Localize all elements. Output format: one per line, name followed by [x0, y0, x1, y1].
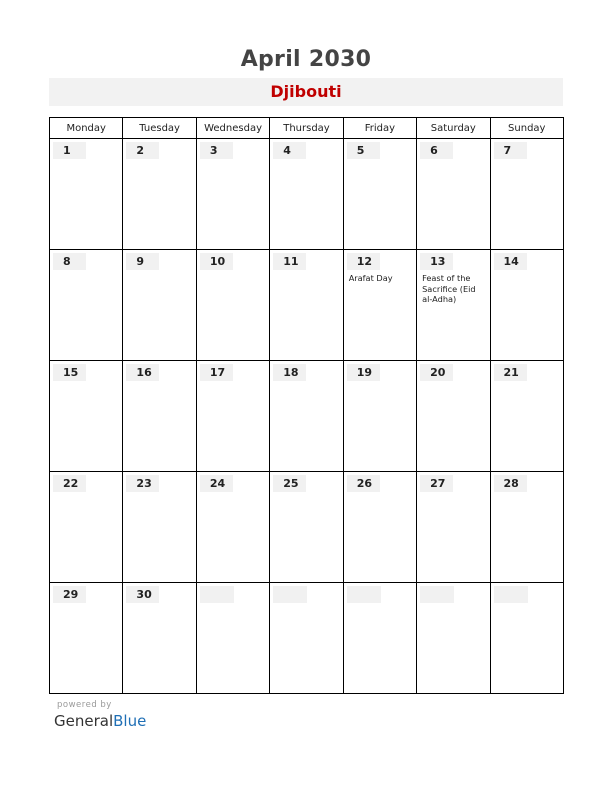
powered-by-text: powered by	[57, 700, 112, 710]
day-cell	[490, 139, 563, 250]
day-number: 4	[273, 142, 306, 159]
footer	[54, 700, 146, 730]
country-banner	[49, 78, 563, 106]
country-name: Djibouti	[270, 82, 342, 101]
day-cell	[343, 250, 416, 361]
day-number	[420, 586, 454, 603]
day-number	[494, 586, 528, 603]
day-cell	[50, 250, 123, 361]
day-number	[347, 586, 381, 603]
weekday-saturday: Saturday	[417, 118, 490, 139]
weekday-wednesday: Wednesday	[196, 118, 269, 139]
day-cell	[50, 472, 123, 583]
day-number: 17	[200, 364, 233, 381]
day-cell	[50, 139, 123, 250]
brand-logo[interactable]	[54, 712, 146, 730]
day-cell	[270, 139, 343, 250]
day-number	[273, 586, 307, 603]
weekday-header-row	[50, 118, 564, 139]
weekday-thursday: Thursday	[270, 118, 343, 139]
day-number: 20	[420, 364, 453, 381]
day-cell	[343, 361, 416, 472]
weekday-tuesday: Tuesday	[123, 118, 196, 139]
day-cell	[123, 472, 196, 583]
day-cell	[196, 250, 269, 361]
day-number: 24	[200, 475, 233, 492]
day-cell	[490, 361, 563, 472]
day-number: 13	[420, 253, 453, 270]
holiday-label: Feast of the Sacrifice (Eid al-Adha)	[422, 273, 476, 304]
day-number: 23	[126, 475, 159, 492]
day-cell	[417, 583, 490, 694]
day-cell	[123, 139, 196, 250]
day-cell	[196, 472, 269, 583]
week-row	[50, 472, 564, 583]
day-cell	[123, 583, 196, 694]
calendar-grid	[49, 117, 564, 694]
day-cell	[270, 361, 343, 472]
day-cell	[417, 361, 490, 472]
day-number: 14	[494, 253, 527, 270]
day-number: 8	[53, 253, 86, 270]
day-number: 28	[494, 475, 527, 492]
day-number: 25	[273, 475, 306, 492]
week-row	[50, 139, 564, 250]
day-cell	[343, 583, 416, 694]
day-cell	[343, 139, 416, 250]
day-number: 22	[53, 475, 86, 492]
day-cell	[123, 250, 196, 361]
day-number: 6	[420, 142, 453, 159]
day-number: 26	[347, 475, 380, 492]
day-number	[200, 586, 234, 603]
day-number: 1	[53, 142, 86, 159]
holiday-label: Arafat Day	[348, 273, 393, 283]
brand-name-general: General	[54, 712, 114, 730]
day-number: 15	[53, 364, 86, 381]
day-number: 30	[126, 586, 159, 603]
day-number: 7	[494, 142, 527, 159]
day-number: 5	[347, 142, 380, 159]
day-cell	[490, 583, 563, 694]
day-number: 16	[126, 364, 159, 381]
day-number: 19	[347, 364, 380, 381]
day-cell	[50, 583, 123, 694]
day-cell	[417, 250, 490, 361]
week-row	[50, 361, 564, 472]
day-number: 29	[53, 586, 86, 603]
day-number: 21	[494, 364, 527, 381]
week-row	[50, 583, 564, 694]
day-cell	[270, 583, 343, 694]
day-cell	[490, 472, 563, 583]
day-cell	[270, 472, 343, 583]
day-number: 27	[420, 475, 453, 492]
day-cell	[123, 361, 196, 472]
day-cell	[50, 361, 123, 472]
day-number: 18	[273, 364, 306, 381]
day-cell	[270, 250, 343, 361]
week-row	[50, 250, 564, 361]
weekday-friday: Friday	[343, 118, 416, 139]
day-number: 12	[347, 253, 380, 270]
day-number: 3	[200, 142, 233, 159]
day-cell	[417, 139, 490, 250]
day-number: 11	[273, 253, 306, 270]
brand-name-blue: Blue	[113, 712, 147, 730]
day-number: 9	[126, 253, 159, 270]
day-number: 2	[126, 142, 159, 159]
day-cell	[196, 583, 269, 694]
day-cell	[196, 361, 269, 472]
day-cell	[343, 472, 416, 583]
day-cell	[490, 250, 563, 361]
weekday-sunday: Sunday	[490, 118, 563, 139]
calendar-body	[50, 139, 564, 694]
day-cell	[417, 472, 490, 583]
weekday-monday: Monday	[50, 118, 123, 139]
page-title: April 2030	[240, 47, 372, 72]
day-number: 10	[200, 253, 233, 270]
day-cell	[196, 139, 269, 250]
